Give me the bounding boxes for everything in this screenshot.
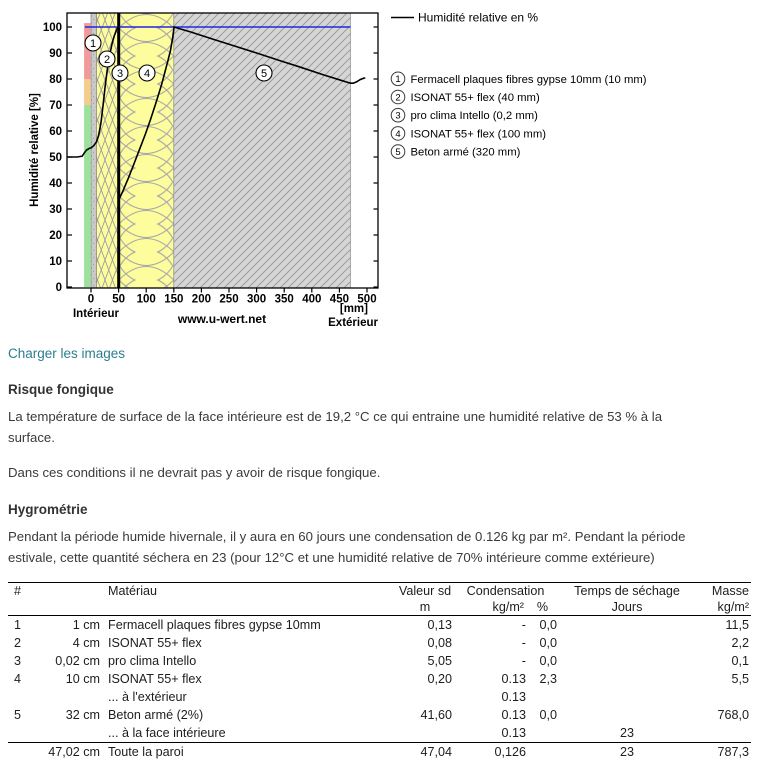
cell-jours (559, 706, 695, 724)
y-tick-label: 0 (56, 282, 62, 294)
cell-sd: 0,08 (398, 634, 452, 652)
x-tick-label: 0 (88, 294, 94, 306)
layer-badge-number: 4 (144, 68, 150, 80)
cell-materiau: Fermacell plaques fibres gypse 10mm (102, 616, 398, 635)
cell-materiau: ... à la face intérieure (102, 724, 398, 743)
layer-badge-number: 3 (117, 68, 123, 80)
cell-epaisseur (38, 724, 102, 743)
cell-masse (695, 688, 751, 706)
cell-sd (398, 688, 452, 706)
hygrometry-paragraph: Pendant la période humide hivernale, il y aura en 60 jours une condensation de 0.126 kg par m². Pendant la période estivale, cette quantité séchera en 23 (pour 12°C et une humidité relative de 70% intérieure comme extérieure) (8, 526, 702, 568)
y-tick-label: 40 (49, 178, 62, 190)
cell-epaisseur: 1 cm (38, 616, 102, 635)
layer-legend-list (391, 72, 647, 159)
cell-percent (526, 688, 559, 706)
cell-num (8, 724, 38, 743)
exterior-label: Extérieur (328, 317, 378, 329)
watermark-label: www.u-wert.net (177, 312, 266, 326)
legend-layer-label: ISONAT 55+ flex (40 mm) (411, 92, 540, 104)
legend-badge-number: 5 (395, 147, 400, 158)
humidity-chart (0, 0, 762, 332)
y-tick-label: 80 (49, 74, 62, 86)
cell-num: 3 (8, 652, 38, 670)
x-axis-unit: [mm] (340, 303, 368, 315)
cell-epaisseur: 10 cm (38, 670, 102, 688)
cell-epaisseur: 4 cm (38, 634, 102, 652)
cell-num: 2 (8, 634, 38, 652)
hygrometry-heading: Hygrométrie (8, 502, 754, 517)
cell-materiau: Beton armé (2%) (102, 706, 398, 724)
x-tick-label: 350 (275, 294, 294, 306)
cell-materiau: Toute la paroi (102, 743, 398, 761)
cell-materiau: pro clima Intello (102, 652, 398, 670)
x-tick-label: 400 (302, 294, 321, 306)
cell-jours (559, 652, 695, 670)
legend-layer-label: ISONAT 55+ flex (100 mm) (411, 128, 547, 140)
col-header-ep (38, 583, 102, 600)
cell-masse: 768,0 (695, 706, 751, 724)
cell-epaisseur (38, 688, 102, 706)
cell-condensation: 0.13 (452, 688, 526, 706)
cell-percent: 0,0 (526, 706, 559, 724)
x-tick-label: 250 (219, 294, 238, 306)
cell-materiau: ISONAT 55+ flex (102, 634, 398, 652)
cell-percent: 0,0 (526, 616, 559, 635)
y-tick-label: 90 (49, 48, 62, 60)
cell-jours: 23 (559, 743, 695, 761)
y-axis-title: Humidité relative [%] (29, 93, 41, 207)
y-tick-label: 60 (49, 126, 62, 138)
y-tick-label: 30 (49, 204, 62, 216)
cell-condensation: - (452, 616, 526, 635)
cell-jours (559, 688, 695, 706)
risk-band-risk_high (84, 23, 91, 79)
unit-percent: % (526, 599, 559, 616)
y-tick-label: 70 (49, 100, 62, 112)
x-tick-label: 200 (192, 294, 211, 306)
cell-sd: 47,04 (398, 743, 452, 761)
table-row (8, 652, 751, 670)
cell-epaisseur: 0,02 cm (38, 652, 102, 670)
load-images-link[interactable]: Charger les images (8, 346, 125, 361)
cell-epaisseur: 32 cm (38, 706, 102, 724)
series-legend (391, 11, 538, 25)
mold-risk-paragraph-1: La température de surface de la face intérieure est de 19,2 °C ce qui entraine une humidité relative de 53 % à la surface. (8, 406, 702, 448)
unit-condensation: kg/m² (452, 599, 526, 616)
cell-condensation: 0,126 (452, 743, 526, 761)
cell-masse: 0,1 (695, 652, 751, 670)
layer-1-area (91, 13, 97, 288)
table-row (8, 670, 751, 688)
layer-4-area (119, 13, 174, 288)
risk-band-risk_low (84, 105, 91, 287)
cell-masse: 11,5 (695, 616, 751, 635)
cell-materiau: ... à l'extérieur (102, 688, 398, 706)
col-header-materiau: Matériau (102, 583, 398, 600)
legend-badge-number: 2 (395, 92, 400, 103)
x-tick-label: 500 (357, 294, 376, 306)
table-row (8, 724, 751, 743)
x-tick-label: 150 (164, 294, 183, 306)
cell-epaisseur: 47,02 cm (38, 743, 102, 761)
legend-badge-number: 3 (395, 111, 400, 122)
cell-condensation: 0.13 (452, 670, 526, 688)
cell-materiau: ISONAT 55+ flex (102, 670, 398, 688)
cell-num (8, 743, 38, 761)
layer-badge-number: 5 (261, 68, 267, 80)
cell-masse: 5,5 (695, 670, 751, 688)
cell-num (8, 688, 38, 706)
cell-condensation: 0.13 (452, 706, 526, 724)
legend-badge-number: 4 (395, 129, 400, 140)
table-row (8, 706, 751, 724)
table-row (8, 616, 751, 635)
cell-condensation: 0.13 (452, 724, 526, 743)
layers-table (8, 582, 751, 761)
cell-jours (559, 616, 695, 635)
table-row (8, 634, 751, 652)
col-header-condensation: Condensation (452, 583, 559, 600)
x-tick-label: 100 (137, 294, 156, 306)
cell-jours (559, 634, 695, 652)
cell-num: 1 (8, 616, 38, 635)
table-total-row (8, 743, 751, 761)
series-legend-label: Humidité relative en % (418, 11, 538, 25)
layer-badge-number: 1 (90, 38, 96, 50)
legend-layer-label: Beton armé (320 mm) (411, 147, 521, 159)
y-tick-label: 100 (43, 22, 62, 34)
cell-percent: 0,0 (526, 634, 559, 652)
cell-masse: 2,2 (695, 634, 751, 652)
col-header-masse: Masse (695, 583, 751, 600)
y-tick-label: 10 (49, 256, 62, 268)
legend-layer-label: pro clima Intello (0,2 mm) (411, 110, 539, 122)
cell-percent (526, 724, 559, 743)
cell-sd: 41,60 (398, 706, 452, 724)
wall-layers (91, 13, 350, 288)
cell-jours (559, 670, 695, 688)
layer-badge-number: 2 (104, 54, 110, 66)
col-header-sechage: Temps de séchage (559, 583, 695, 600)
mold-risk-heading: Risque fongique (8, 382, 754, 397)
table-units-row (8, 599, 751, 616)
unit-jours: Jours (559, 599, 695, 616)
cell-percent: 0,0 (526, 652, 559, 670)
unit-sd: m (398, 599, 452, 616)
cell-jours: 23 (559, 724, 695, 743)
cell-num: 4 (8, 670, 38, 688)
col-header-num: # (8, 583, 38, 600)
unit-masse: kg/m² (695, 599, 751, 616)
report-body (0, 337, 762, 761)
cell-condensation: - (452, 634, 526, 652)
risk-band-risk_medium (84, 79, 91, 105)
mold-risk-paragraph-2: Dans ces conditions il ne devrait pas y avoir de risque fongique. (8, 462, 702, 483)
legend-layer-label: Fermacell plaques fibres gypse 10mm (10 mm) (411, 74, 647, 86)
cell-num: 5 (8, 706, 38, 724)
cell-condensation: - (452, 652, 526, 670)
comfort-scale-bar (84, 23, 91, 287)
cell-sd: 0,13 (398, 616, 452, 635)
x-tick-label: 450 (330, 294, 349, 306)
cell-masse (695, 724, 751, 743)
table-header-row (8, 583, 751, 600)
table-row (8, 688, 751, 706)
cell-sd: 0,20 (398, 670, 452, 688)
cell-sd (398, 724, 452, 743)
x-tick-label: 50 (112, 294, 125, 306)
cell-sd: 5,05 (398, 652, 452, 670)
col-header-sd: Valeur sd (398, 583, 452, 600)
legend-badge-number: 1 (395, 74, 400, 85)
x-tick-label: 300 (247, 294, 266, 306)
y-tick-label: 50 (49, 152, 62, 164)
cell-percent: 2,3 (526, 670, 559, 688)
interior-label: Intérieur (73, 308, 120, 320)
y-tick-label: 20 (49, 230, 62, 242)
cell-masse: 787,3 (695, 743, 751, 761)
cell-percent (526, 743, 559, 761)
